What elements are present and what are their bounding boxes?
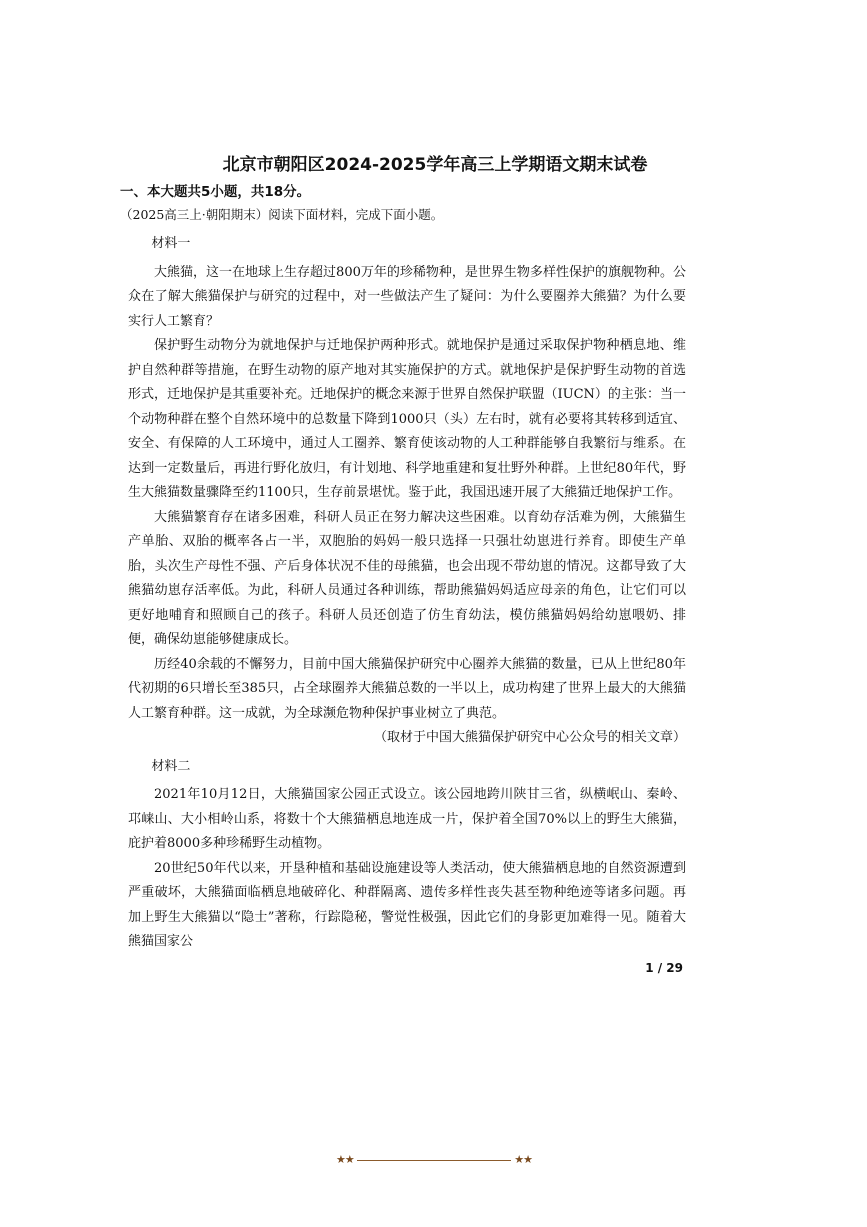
page-number: 1 / 29	[645, 961, 683, 975]
source-line: （2025高三上·朝阳期末）阅读下面材料，完成下面小题。	[120, 207, 444, 222]
material-two-label: 材料二	[151, 758, 191, 774]
footer-ornament	[336, 1152, 532, 1168]
star-icon-group-left: ★★	[336, 1153, 354, 1166]
paragraph: 2021年10月12日，大熊猫国家公园正式设立。该公园地跨川陕甘三省，纵横岷山、秦岭、邛崃山、大小相岭山系，将数十个大熊猫栖息地连成一片，保护着全国70%以上的野生大熊猫，庇护着8000多种珍稀野生动植物。	[128, 787, 686, 851]
paragraph: 20世纪50年代以来，开垦种植和基础设施建设等人类活动，使大熊猫栖息地的自然资源遭到严重破坏，大熊猫面临栖息地破碎化、种群隔离、遗传多样性丧失甚至物种绝迹等诸多问题。再加上野生大熊猫以“隐士”著称，行踪隐秘，警觉性极强，因此它们的身影更加难得一见。随着大熊猫国家公	[128, 860, 686, 949]
divider-line	[357, 1160, 512, 1161]
paragraph: 大熊猫繁育存在诸多困难，科研人员正在努力解决这些困难。以育幼存活难为例，大熊猫生产单胎、双胎的概率各占一半，双胞胎的妈妈一般只选择一只强壮幼崽进行养育。即使生产单胎，头次生产母性不强、产后身体状况不佳的母熊猫，也会出现不带幼崽的情况。这都导致了大熊猫幼崽存活率低。为此，科研人员通过各种训练，帮助熊猫妈妈适应母亲的角色，让它们可以更好地哺育和照顾自己的孩子。科研人员还创造了仿生育幼法，模仿熊猫妈妈给幼崽喂奶、排便，确保幼崽能够健康成长。	[128, 509, 686, 647]
section-heading: 一、本大题共5小题，共18分。	[120, 184, 311, 200]
paragraph: 保护野生动物分为就地保护与迁地保护两种形式。就地保护是通过采取保护物种栖息地、维护自然种群等措施，在野生动物的原产地对其实施保护的方式。就地保护是保护野生动物的首选形式，迁地保护是其重要补充。迁地保护的概念来源于世界自然保护联盟（IUCN）的主张：当一个动物种群在整个自然环境中的总数量下降到1000只（头）左右时，就有必要将其转移到适宜、安全、有保障的人工环境中，通过人工圈养、繁育使该动物的人工种群能够自我繁衍与维系。在达到一定数量后，再进行野化放归，有计划地、科学地重建和复壮野外种群。上世纪80年代，野生大熊猫数量骤降至约1100只，生存前景堪忧。鉴于此，我国迅速开展了大熊猫迁地保护工作。	[128, 338, 686, 500]
material-one-label: 材料一	[151, 236, 191, 251]
star-icon-group-right: ★★	[514, 1153, 532, 1166]
reading-passage	[128, 228, 686, 955]
document-title: 北京市朝阳区2024-2025学年高三上学期语文期末试卷	[222, 155, 648, 175]
paragraph: 大熊猫，这一在地球上生存超过800万年的珍稀物种，是世界生物多样性保护的旗舰物种。公众在了解大熊猫保护与研究的过程中，对一些做法产生了疑问：为什么要圈养大熊猫？为什么要实行人工繁育？	[128, 264, 686, 329]
source-citation: （取材于中国大熊猫保护研究中心公众号的相关文章）	[373, 730, 686, 745]
paragraph: 历经40余载的不懈努力，目前中国大熊猫保护研究中心圈养大熊猫的数量，已从上世纪80年代初期的6只增长至385只，占全球圈养大熊猫总数的一半以上，成功构建了世界上最大的大熊猫人工繁育种群。这一成就，为全球濒危物种保护事业树立了典范。	[128, 656, 686, 721]
